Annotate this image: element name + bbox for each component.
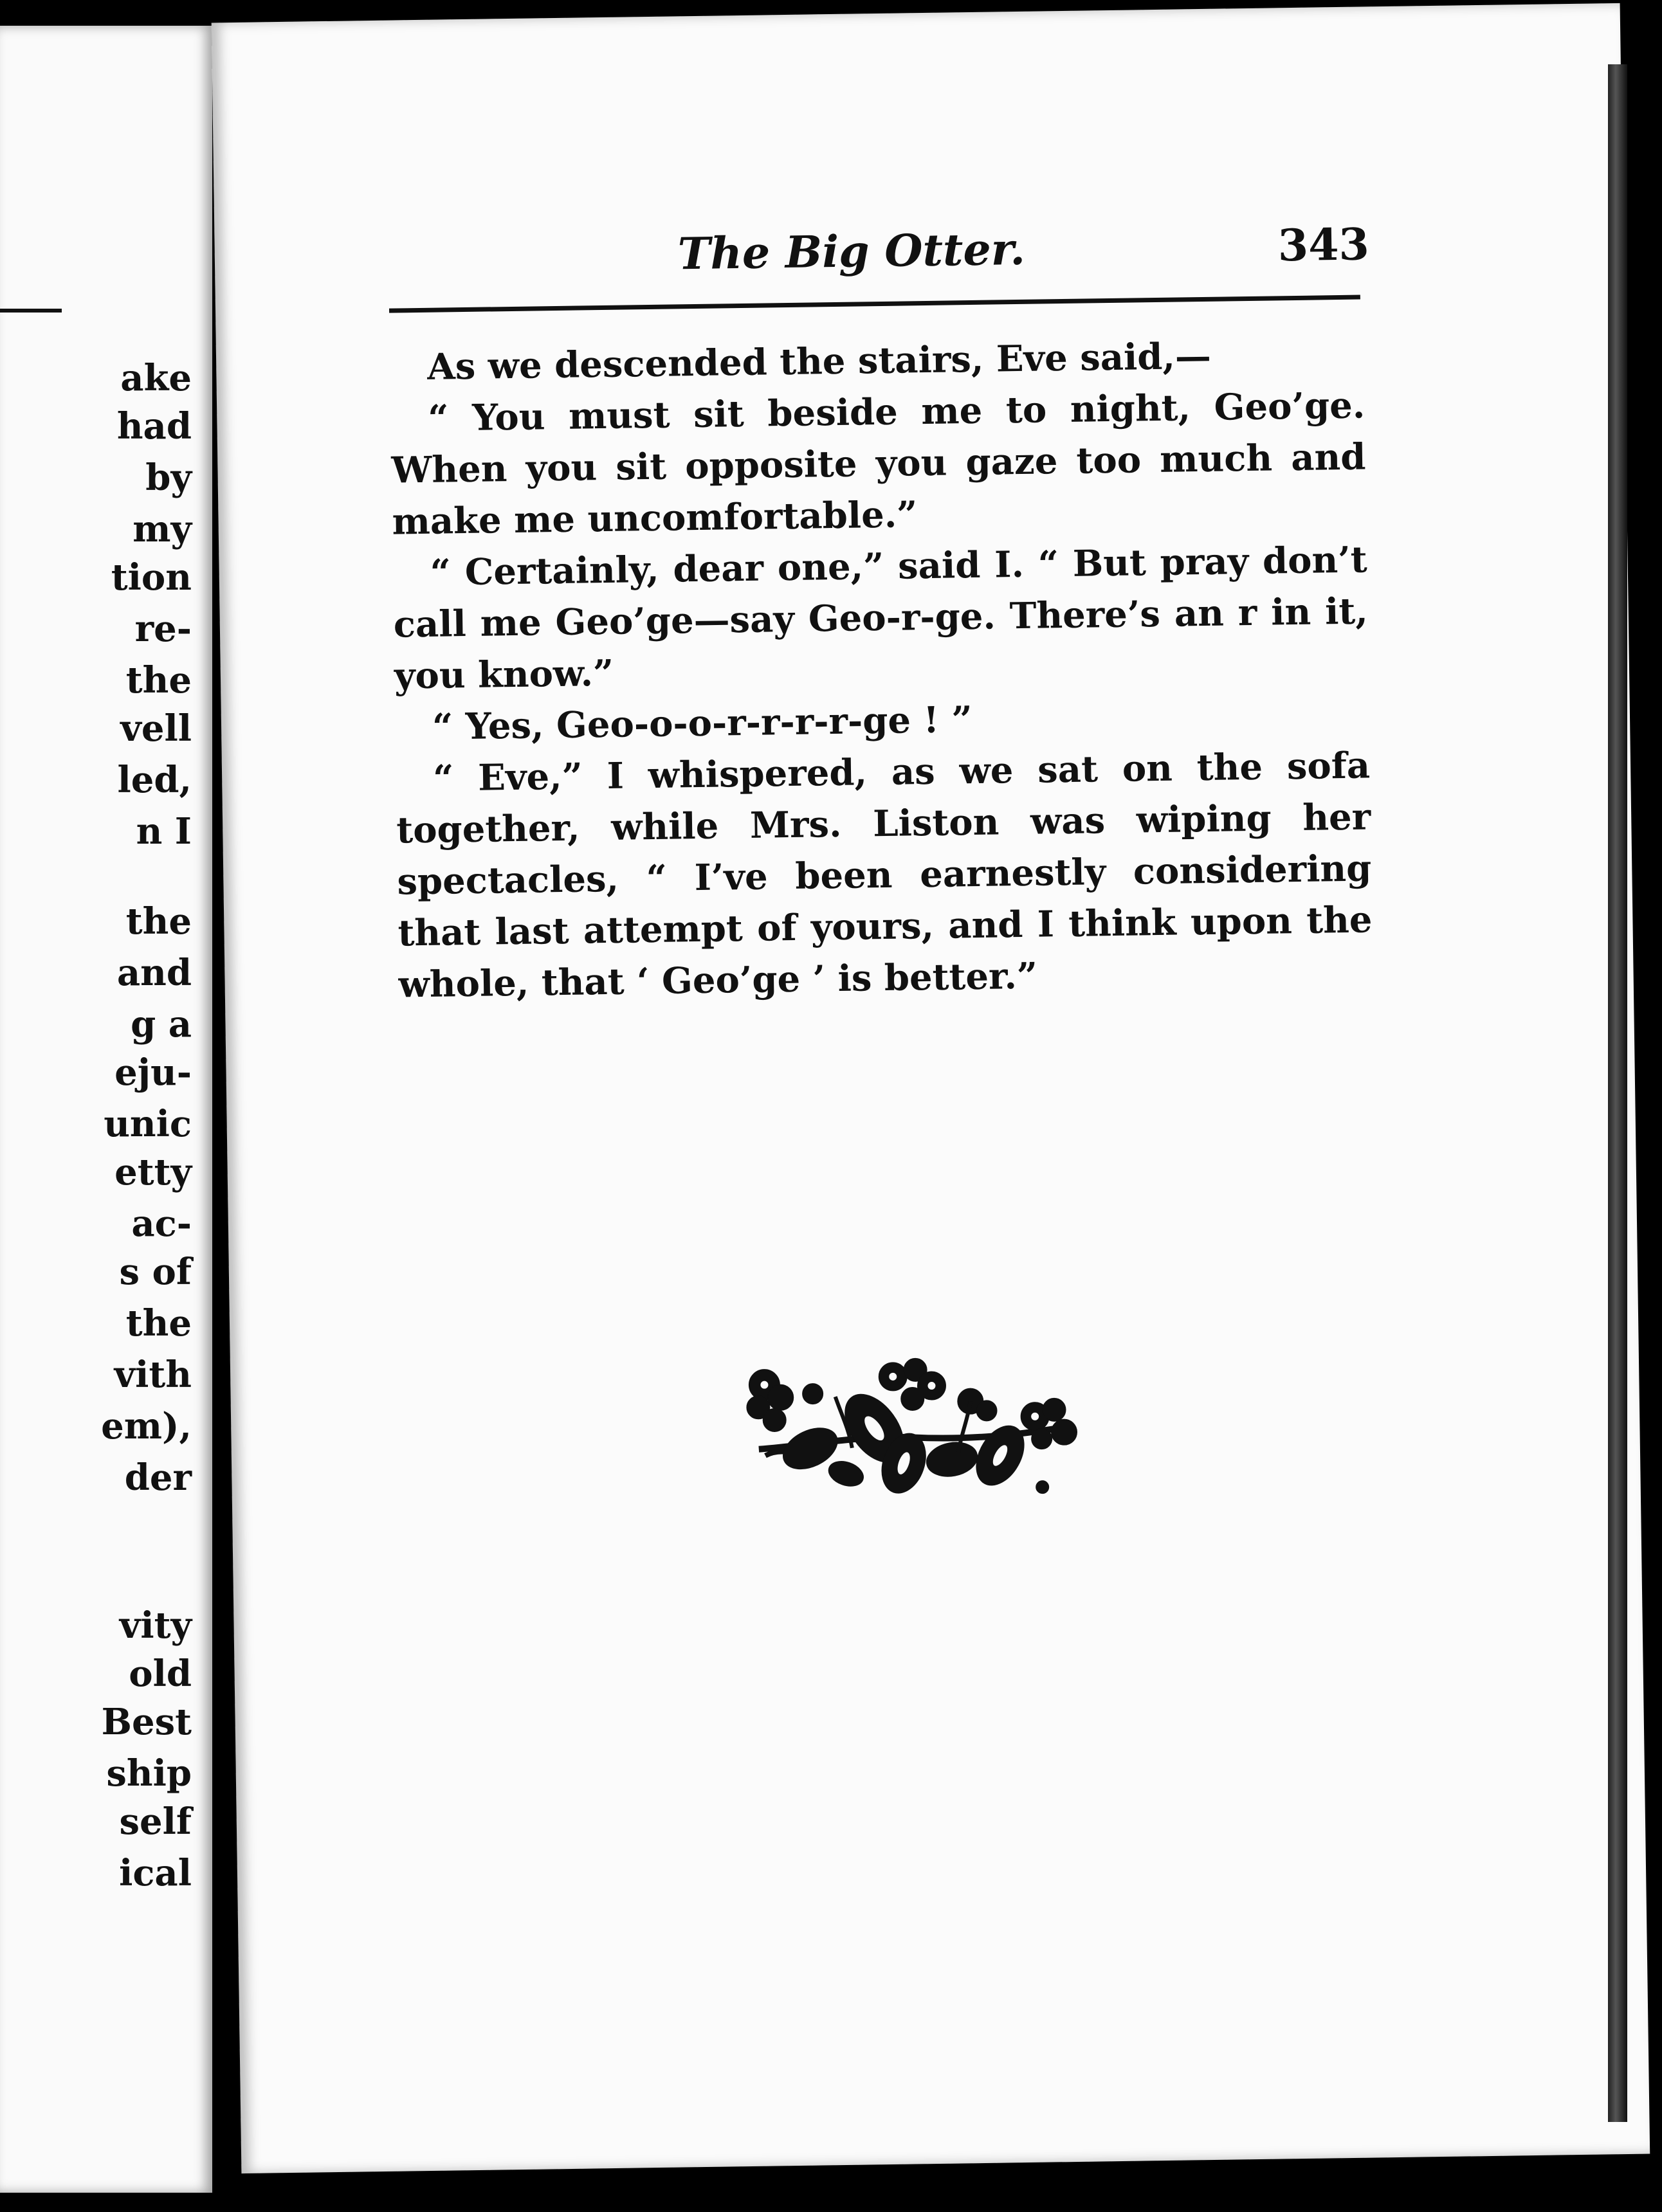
left-page-fragment: led,: [117, 759, 192, 801]
running-title: The Big Otter.: [677, 223, 1026, 280]
left-page-fragment: the: [125, 1302, 192, 1345]
left-page-fragment: the: [125, 659, 192, 702]
paragraph: “ You must sit beside me to night, Geo’ge. When you sit opposite you gaze too much and make me uncomfortable.”: [391, 384, 1366, 543]
left-page-fragment: self: [119, 1800, 192, 1843]
left-page-fragment: ship: [106, 1752, 192, 1795]
paragraph: “ Eve,” I whispered, as we sat on the sofa together, while Mrs. Liston was wiping her spectacles, “ I’ve been earnestly considering that last attempt of yours, and I think upon the whole, that ‘ Geo’ge ’ is better.”: [396, 744, 1373, 1006]
left-page-fragment: g a: [131, 1003, 192, 1046]
left-page-fragment: the: [125, 900, 192, 943]
right-page: [212, 3, 1650, 2173]
left-page-fragment: ake: [120, 357, 192, 399]
left-page-fragment: vity: [119, 1604, 192, 1647]
left-page-fragment: had: [116, 405, 192, 448]
left-page-fragment: ical: [119, 1852, 192, 1894]
left-page-fragment: unic: [104, 1103, 192, 1145]
left-page-fragment: n I: [136, 810, 192, 853]
left-page-fragment: old: [129, 1653, 192, 1695]
left-page-fragment: my: [132, 508, 192, 550]
left-page-fragment: ac-: [131, 1202, 192, 1245]
paragraph: “ Yes, Geo-o-o-r-r-r-r-ge ! ”: [432, 698, 973, 748]
paragraph: “ Certainly, dear one,” said I. “ But pray don’t call me Geo’ge—say Geo-r-ge. There’s an r in it, you know.”: [393, 538, 1369, 698]
left-page-fragment: by: [145, 457, 192, 499]
floral-ornament-icon: [738, 1355, 1088, 1508]
left-page-fragment: re-: [134, 608, 192, 650]
left-page-fragment: vith: [114, 1354, 192, 1396]
page-header: [394, 219, 1370, 309]
book-page-edge: [1608, 64, 1627, 2122]
left-page-fragment: vell: [120, 707, 192, 750]
paragraph: As we descended the stairs, Eve said,—: [426, 334, 1212, 388]
left-page-fragment: s of: [119, 1251, 192, 1293]
left-page-fragment: Best: [101, 1701, 192, 1743]
body-text: [390, 328, 1373, 1010]
left-page: [0, 26, 212, 2193]
left-page-rule: [0, 309, 62, 313]
left-page-fragment: tion: [111, 556, 192, 599]
left-page-fragment: eju-: [114, 1051, 192, 1094]
left-page-fragment: and: [116, 952, 192, 994]
left-page-fragment: der: [124, 1456, 192, 1499]
left-page-fragment: em),: [101, 1405, 192, 1447]
left-page-fragment: etty: [114, 1151, 192, 1193]
page-number: 343: [1277, 219, 1370, 272]
